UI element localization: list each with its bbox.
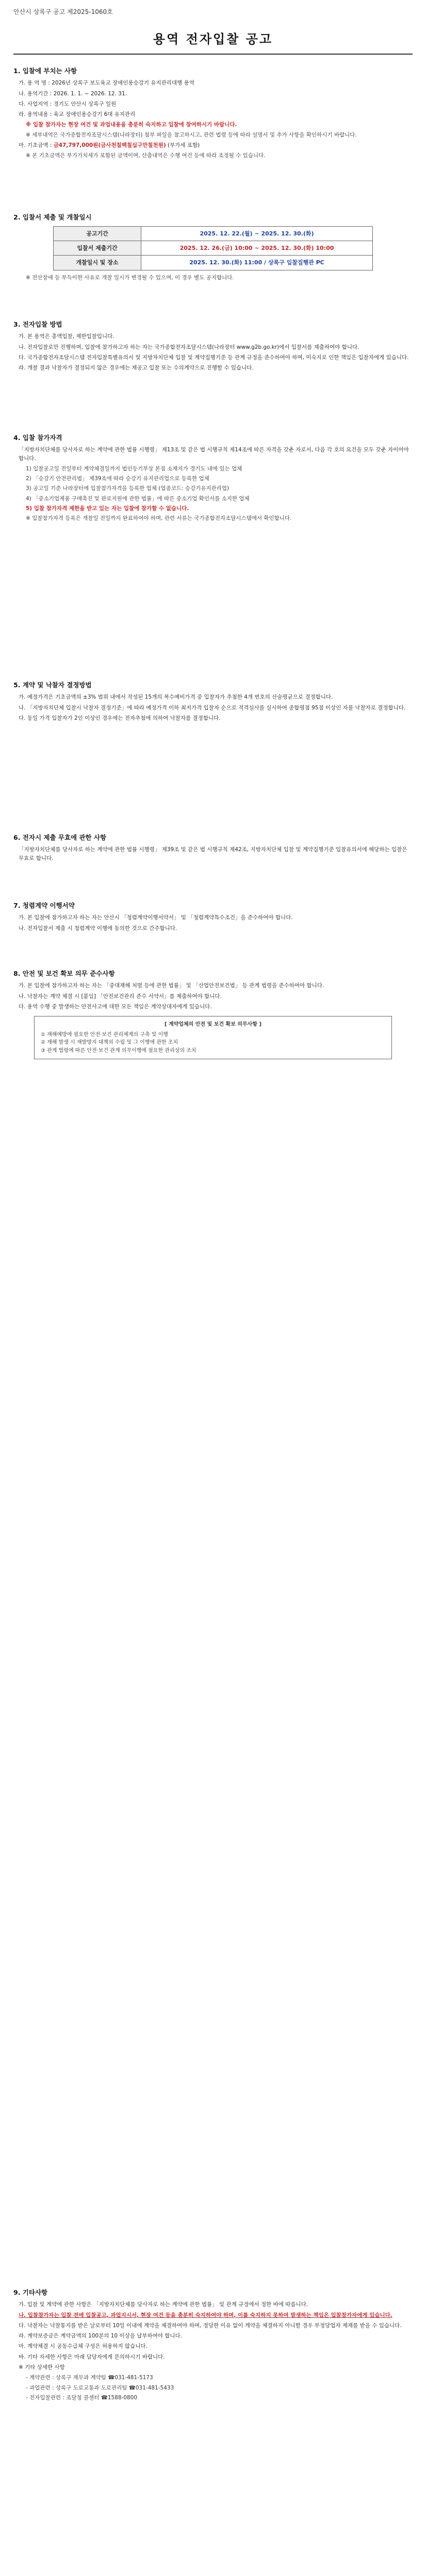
base-price-tail: (부가세 포함)	[167, 142, 200, 148]
notice-number: 안산시 상록구 공고 제2025-1060호	[13, 8, 113, 15]
schedule-table	[53, 226, 373, 270]
list-item: 가. 본 용역은 총액입찰, 제한입찰입니다.	[19, 333, 114, 340]
list-item: 나. 용역기간 : 2026. 1. 1. ~ 2026. 12. 31.	[19, 90, 127, 97]
box-title: [ 계약업체의 안전 및 보건 확보 의무사항 ]	[164, 1022, 262, 1028]
list-item: ③ 관계 법령에 따른 안전·보건 관계 의무이행에 필요한 관리상의 조치	[41, 1047, 196, 1054]
section-bid-method	[13, 319, 413, 374]
section-heading: 7. 청렴계약 이행서약	[13, 902, 75, 909]
table-cell: 2025. 12. 26.(금) 10:00 ~ 2025. 12. 30.(화) 10:00	[141, 241, 373, 256]
table-cell: 개찰일시 및 장소	[54, 256, 141, 270]
list-item: 3) 공고일 기준 나라장터에 입찰참가자격을 등록한 업체 (업종코드: 승강기유지관리업)	[26, 485, 230, 492]
list-item: 1) 입찰공고일 전일부터 계약체결일까지 법인등기부상 본점 소재지가 경기도 내에 있는 업체	[26, 465, 242, 472]
list-item: 가. 본 입찰에 참가하고자 하는 자는 「중대재해 처벌 등에 관한 법률」 및 「산업안전보건법」 등 관계 법령을 준수하여야 합니다.	[19, 982, 324, 989]
list-item: 나. 전자입찰서 제출 시 청렴계약 이행에 동의한 것으로 간주합니다.	[19, 925, 177, 931]
list-item: 가. 용 역 명 : 2026년 상록구 보도육교 장애인용승강기 유지관리대행 용역	[19, 80, 194, 87]
list-item: 바. 기타 자세한 사항은 아래 담당자에게 문의하시기 바랍니다.	[19, 2353, 165, 2360]
contact-line: - 과업관련 : 상록구 도로교통과 도로관리팀 ☎031-481-5433	[26, 2384, 174, 2391]
site-visit-note: ※ 입찰 참가자는 현장 여건 및 과업내용을 충분히 숙지하고 입찰에 참여하시기 바랍니다.	[26, 122, 237, 128]
contact-line: - 계약관련 : 상록구 재무과 계약팀 ☎031-481-5173	[26, 2375, 153, 2381]
list-item: 5) 입찰 참가자격 제한을 받고 있는 자는 입찰에 참가할 수 없습니다.	[26, 505, 189, 512]
list-item: ※ 입찰참가자격 등록은 개찰일 전일까지 완료하여야 하며, 관련 서류는 국가종합전자조달시스템에서 확인합니다.	[26, 515, 292, 522]
section-heading: 6. 전자시 제출 무효에 관한 사항	[13, 834, 107, 841]
list-item: 다. 국가종합전자조달시스템 전자입찰특별유의서 및 지방자치단체 입찰 및 계약집행기준 등 관계 규정을 준수하여야 하며, 미숙지로 인한 책임은 입찰자에게 있습니다.	[19, 354, 409, 361]
detail-note: ※ 세부내역은 국가종합전자조달시스템(나라장터) 첨부 파일을 참고하시고, 관련 법령 등에 따라 설명서 및 추가 사항을 확인하시기 바랍니다.	[26, 131, 357, 138]
section-misc	[13, 2287, 413, 2403]
section-bid-items	[13, 66, 413, 162]
table-row	[54, 227, 373, 241]
list-item: 라. 용역내용 : 육교 장애인용승강기 6대 유지관리	[19, 111, 136, 118]
table-cell: 입찰서 제출기간	[54, 241, 141, 256]
safety-duty-box	[34, 1016, 392, 1059]
base-price-line	[19, 141, 413, 149]
section-eligibility	[13, 433, 413, 524]
eligibility-intro: 「지방자치단체를 당사자로 하는 계약에 관한 법률 시행령」 제13조 및 같은 법 시행규칙 제14조에 따른 자격을 갖춘 자로서, 다음 각 호의 요건을 모두 갖춘 자이어야 합니다.	[19, 447, 409, 462]
section-heading: 5. 계약 및 낙찰자 결정방법	[13, 681, 92, 689]
section-safety	[13, 969, 413, 1064]
list-item: 나. 「지방자치단체 입찰시 낙찰자 결정기준」에 따라 예정가격 이하 최저가격 입찰자 순으로 적격심사를 실시하여 종합평점 95점 이상인 자를 낙찰자로 결정합니다.	[19, 704, 406, 711]
section-schedule	[13, 212, 413, 283]
list-item: 라. 개찰 결과 낙찰자가 결정되지 않은 경우에는 재공고 입찰 또는 수의계약으로 진행할 수 있습니다.	[19, 365, 254, 371]
section-heading: 4. 입찰 참가자격	[13, 434, 62, 442]
section-heading: 9. 기타사항	[13, 2289, 48, 2296]
list-item: 다. 낙찰자는 낙찰통지를 받은 날로부터 10일 이내에 계약을 체결하여야 하며, 정당한 이유 없이 계약을 체결하지 아니할 경우 부정당업자 제재를 받을 수 있습니다.	[19, 2322, 402, 2329]
list-item: 다. 동일 가격 입찰자가 2인 이상인 경우에는 전자추첨에 의하여 낙찰자를 결정합니다.	[19, 715, 221, 721]
contact-line: - 전자입찰관련 : 조달청 콜센터 ☎1588-0800	[26, 2394, 138, 2401]
section-heading: 8. 안전 및 보건 확보 의무 준수사항	[13, 970, 115, 977]
base-price-note: ※ 본 기초금액은 부가가치세가 포함된 금액이며, 산출내역은 수행 여건 등에 따라 조정될 수 있습니다.	[26, 152, 266, 159]
title-divider	[13, 54, 413, 55]
table-cell: 공고기간	[54, 227, 141, 241]
base-price-value: 금47,797,000원(금사천칠백칠십구만칠천원)	[53, 142, 166, 148]
list-item: 「지방자치단체를 당사자로 하는 계약에 관한 법률 시행령」 제39조 및 같은 법 시행규칙 제42조, 지방자치단체 입찰 및 계약집행기준 입찰유의서에 해당하는 입찰은 무효로 합니다.	[19, 846, 407, 861]
table-cell: 2025. 12. 22.(월) ~ 2025. 12. 30.(화)	[141, 227, 373, 241]
base-price-label: 마. 기초금액 :	[19, 142, 52, 148]
table-cell: 2025. 12. 30.(화) 11:00 / 상록구 입찰집행관 PC	[141, 256, 373, 270]
table-row	[54, 256, 373, 270]
section-invalid-bids	[13, 833, 413, 865]
section-award	[13, 680, 413, 724]
section-heading: 3. 전자입찰 방법	[13, 320, 62, 328]
section-integrity	[13, 901, 413, 935]
list-item: 다. 용역 수행 중 발생하는 안전사고에 대한 모든 책임은 계약상대자에게 있습니다.	[19, 1003, 212, 1010]
list-item: ② 재해 발생 시 재발방지 대책의 수립 및 그 이행에 관한 조치	[41, 1040, 178, 1046]
page-title: 용역 전자입찰 공고	[153, 32, 273, 46]
table-row	[54, 241, 373, 256]
list-item: 4) 「중소기업제품 구매촉진 및 판로지원에 관한 법률」에 따른 중소기업 확인서를 소지한 업체	[26, 495, 250, 502]
list-item: 가. 입찰 및 계약에 관한 사항은 「지방자치단체를 당사자로 하는 계약에 관한 법률」 및 관계 규정에서 정한 바에 따릅니다.	[19, 2301, 308, 2308]
contacts-heading: ※ 기타 상세한 사항	[19, 2364, 65, 2370]
list-item: 나. 입찰참가자는 입찰 전에 입찰공고, 과업지시서, 현장 여건 등을 충분히 숙지하여야 하며, 이를 숙지하지 못하여 발생하는 책임은 입찰참가자에게 있습니다.	[19, 2312, 392, 2318]
section-heading: 1. 입찰에 부치는 사항	[13, 67, 77, 75]
list-item: 마. 계약체결 시 공동수급체 구성은 허용하지 않습니다.	[19, 2343, 148, 2350]
schedule-note: ※ 전산장애 등 부득이한 사유로 개찰 일시가 변경될 수 있으며, 이 경우 별도 공지합니다.	[26, 274, 234, 281]
list-item: 가. 예정가격은 기초금액의 ±3% 범위 내에서 작성된 15개의 복수예비가격 중 입찰자가 추첨한 4개 번호의 산술평균으로 결정합니다.	[19, 694, 333, 701]
list-item: ① 재해예방에 필요한 안전·보건 관리체계의 구축 및 이행	[41, 1031, 168, 1038]
list-item: 나. 낙찰자는 계약 체결 시 [붙임] 「안전보건관리 준수 서약서」를 제출하여야 합니다.	[19, 993, 222, 999]
section-heading: 2. 입찰서 제출 및 개찰일시	[13, 213, 92, 221]
list-item: 가. 본 입찰에 참가하고자 하는 자는 안산시 「청렴계약이행서약서」 및 「청렴계약특수조건」을 준수하여야 합니다.	[19, 914, 293, 921]
list-item: 다. 사업지역 : 경기도 안산시 상록구 일원	[19, 100, 117, 107]
list-item: 라. 계약보증금은 계약금액의 100분의 10 이상을 납부하여야 합니다.	[19, 2333, 183, 2340]
list-item: 2) 「승강기 안전관리법」 제39조에 따라 승강기 유지관리업으로 등록한 업체	[26, 476, 209, 482]
list-item: 나. 전자입찰로만 진행하며, 입찰에 참가하고자 하는 자는 국가종합전자조달시스템(나라장터 www.g2b.go.kr)에서 입찰서를 제출하여야 합니다.	[19, 344, 359, 350]
